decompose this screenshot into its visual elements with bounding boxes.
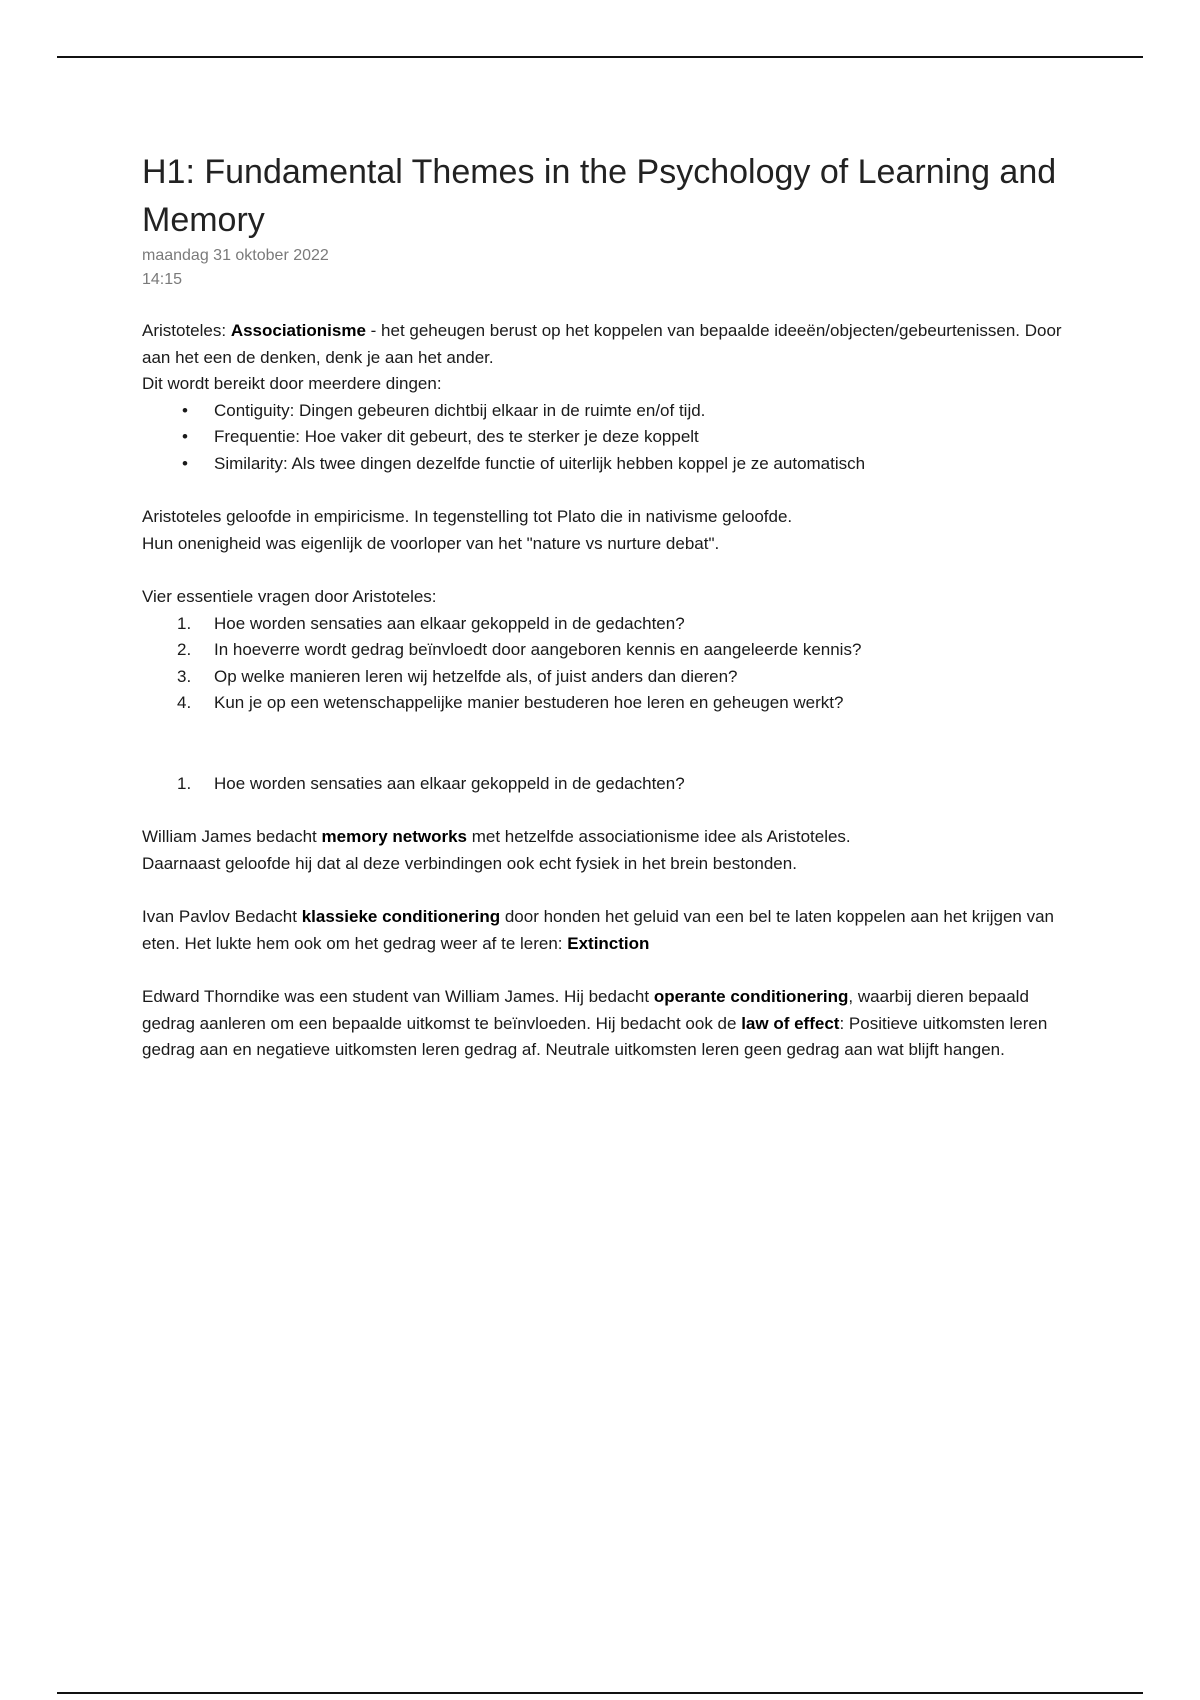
thorndike-paragraph: Edward Thorndike was een student van William James. Hij bedacht operante conditionering, waarbij dieren bepaald gedrag aanleren om een bepaalde uitkomst te beïnvloeden. Hij bedacht ook de law of effect: Positieve uitkomsten leren gedrag aan en negatieve uitkomsten leren gedrag af. Neutrale uitkomsten leren geen gedrag aan wat blijft hangen. (142, 987, 1048, 1059)
james-paragraph: William James bedacht memory networks met hetzelfde associationisme idee als Aristoteles. (142, 827, 851, 846)
list-item: 4. Kun je op een wetenschappelijke manier bestuderen hoe leren en geheugen werkt? (177, 693, 844, 712)
bottom-rule (57, 1692, 1143, 1694)
intro-paragraph: Aristoteles: Associationisme - het geheugen berust op het koppelen van bepaalde ideeën/objecten/gebeurtenissen. Door aan het een de denken, denk je aan het ander. (142, 321, 1062, 367)
section1-heading (142, 771, 1062, 798)
term-operante-conditionering: operante conditionering (653, 987, 849, 1006)
term-memory-networks: memory networks (321, 827, 468, 846)
note-date: maandag 31 oktober 2022 (142, 247, 329, 264)
list-item: 3. Op welke manieren leren wij hetzelfde als, of juist anders dan dieren? (177, 666, 738, 686)
term-associationisme: Associationisme (230, 321, 366, 340)
list-item: • Similarity: Als twee dingen dezelfde functie of uiterlijk hebben koppel je ze automatisch (214, 451, 1062, 478)
list-item: 2. In hoeverre wordt gedrag beïnvloedt door aangeboren kennis en aangeleerde kennis? (177, 640, 862, 659)
note-time: 14:15 (142, 271, 183, 288)
questions-list (142, 611, 1062, 717)
list-item: • Frequentie: Hoe vaker dit gebeurt, des te sterker je deze koppelt (214, 424, 1062, 451)
term-extinction: Extinction (567, 933, 650, 953)
james-line2: Daarnaast geloofde hij dat al deze verbindingen ook echt fysiek in het brein bestonden. (142, 853, 797, 873)
term-klassieke-conditionering: klassieke conditionering (301, 907, 501, 926)
intro-line2: Dit wordt bereikt door meerdere dingen: (142, 374, 442, 393)
association-bullets (142, 398, 1062, 478)
empiricism-line1: Aristoteles geloofde in empiricisme. In tegenstelling tot Plato die in nativisme geloofde. (142, 507, 793, 526)
list-item: 1. Hoe worden sensaties aan elkaar gekoppeld in de gedachten? (177, 773, 685, 793)
note-page (142, 148, 1062, 1064)
list-item: 1. Hoe worden sensaties aan elkaar gekoppeld in de gedachten? (177, 613, 685, 633)
page-title: H1: Fundamental Themes in the Psychology of Learning and Memory (142, 153, 1057, 239)
pavlov-paragraph: Ivan Pavlov Bedacht klassieke conditionering door honden het geluid van een bel te laten koppelen aan het krijgen van eten. Het lukte hem ook om het gedrag weer af te leren: Extinction (142, 907, 1054, 953)
list-item: • Contiguity: Dingen gebeuren dichtbij elkaar in de ruimte en/of tijd. (214, 398, 1062, 425)
empiricism-line2: Hun onenigheid was eigenlijk de voorloper van het "nature vs nurture debat". (142, 533, 720, 553)
questions-intro: Vier essentiele vragen door Aristoteles: (142, 587, 437, 606)
note-body (142, 318, 1062, 1064)
term-law-of-effect: law of effect (741, 1013, 840, 1033)
top-rule (57, 56, 1143, 58)
